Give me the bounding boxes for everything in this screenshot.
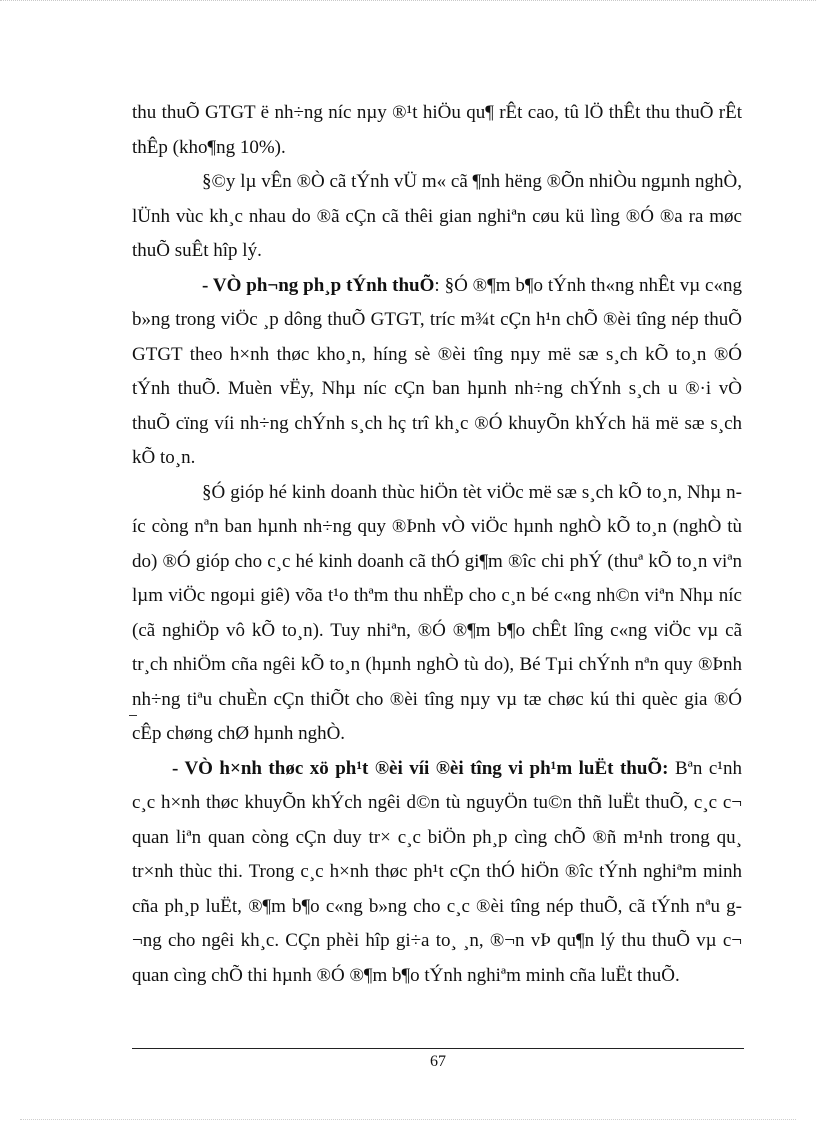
page-bottom-edge (20, 1119, 796, 1120)
paragraph-5 (132, 752, 742, 994)
paragraph-text: : §Ó ®¶m b¶o tÝnh th«ng nhÊt vµ c«ng b»ng trong viÖc ¸p dông thuÕ GTGT, tríc m¾t cÇn h¹n chÕ ®èi tîng nép thuÕ GTGT theo h×nh thøc kho¸n, híng sè ®èi tîng nµy më sæ s¸ch kÕ to¸n ®Ó tÝnh thuÕ. Muèn vËy, Nhµ níc cÇn ban hµnh nh÷ng chÝnh s¸ch u ®·i vÒ thuÕ cïng víi nh÷ng chÝnh s¸ch hç trî kh¸c ®Ó khuyÕn khÝch hä më sæ s¸ch kÕ to¸n. (132, 274, 742, 468)
paragraph-1 (132, 96, 742, 165)
document-body (132, 96, 742, 993)
footer-rule (132, 1048, 744, 1049)
section-lead-tax-method: - VÒ ph¬ng ph¸p tÝnh thuÕ (202, 274, 435, 296)
paragraph-text: §Ó gióp hé kinh doanh thùc hiÖn tèt viÖc më sæ s¸ch kÕ to¸n, Nhµ níc còng nªn ban hµnh nh÷ng quy ®Þnh vÒ viÖc hµnh nghÒ kÕ to¸n (nghÒ tù do) ®Ó gióp cho c¸c hé kinh doanh cã thÓ gi¶m ®îc chi phÝ (thuª kÕ to¸n viªn lµm viÖc ngoµi giê) võa t¹o thªm thu nhËp cho c¸n bé c«ng nh©n viªn Nhµ níc (cã nghiÖp vô kÕ to¸n). Tuy nhiªn, ®Ó ®¶m b¶o chÊt lîng c«ng viÖc vµ cã tr¸ch nhiÖm cña ngêi kÕ to¸n (hµnh nghÒ tù do), Bé Tµi chÝnh nªn quy ®Þnh nh÷ng tiªu chuÈn cÇn thiÕt cho ®èi tîng nµy vµ tæ chøc kú thi quèc gia ®Ó cÊp chøng chØ hµnh nghÒ. (132, 481, 742, 744)
paragraph-text: thu thuÕ GTGT ë nh÷ng níc nµy ®¹t hiÖu qu¶ rÊt cao, tû lÖ thÊt thu thuÕ rÊt thÊp (kho¶ng 10%). (132, 102, 742, 158)
paragraph-2 (132, 165, 742, 269)
paragraph-text: Bªn c¹nh c¸c h×nh thøc khuyÕn khÝch ngêi d©n tù nguyÖn tu©n thñ luËt thuÕ, c¸c c¬ quan liªn quan còng cÇn duy tr× c¸c biÖn ph¸p cìng chÕ ®ñ m¹nh trong qu¸ tr×nh thùc thi. Trong c¸c h×nh thøc ph¹t cÇn thÓ hiÖn ®îc tÝnh nghiªm minh cña ph¸p luËt, ®¶m b¶o c«ng b»ng cho c¸c ®èi tîng nép thuÕ, cã tÝnh nªu g¬ng cho ngêi kh¸c. CÇn phèi hîp gi÷a to¸ ¸n, ®¬n vÞ qu¶n lý thu thuÕ vµ c¬ quan cìng chÕ thi hµnh ®Ó ®¶m b¶o tÝnh nghiªm minh cña luËt thuÕ. (132, 757, 743, 986)
page-number: 67 (430, 1053, 446, 1070)
paragraph-4 (132, 476, 742, 752)
section-lead-penalty: - VÒ h×nh thøc xö ph¹t ®èi víi ®èi tîng vi ph¹m luËt thuÕ: (172, 757, 669, 779)
margin-mark (129, 715, 137, 716)
paragraph-text: §©y lµ vÊn ®Ò cã tÝnh vÜ m« cã ¶nh hëng ®Õn nhiÒu ngµnh nghÒ, lÜnh vùc kh¸c nhau do ®ã cÇn cã thêi gian nghiªn cøu kü lìng ®Ó ®a ra møc thuÕ suÊt hîp lý. (132, 171, 742, 261)
paragraph-3 (132, 269, 742, 476)
